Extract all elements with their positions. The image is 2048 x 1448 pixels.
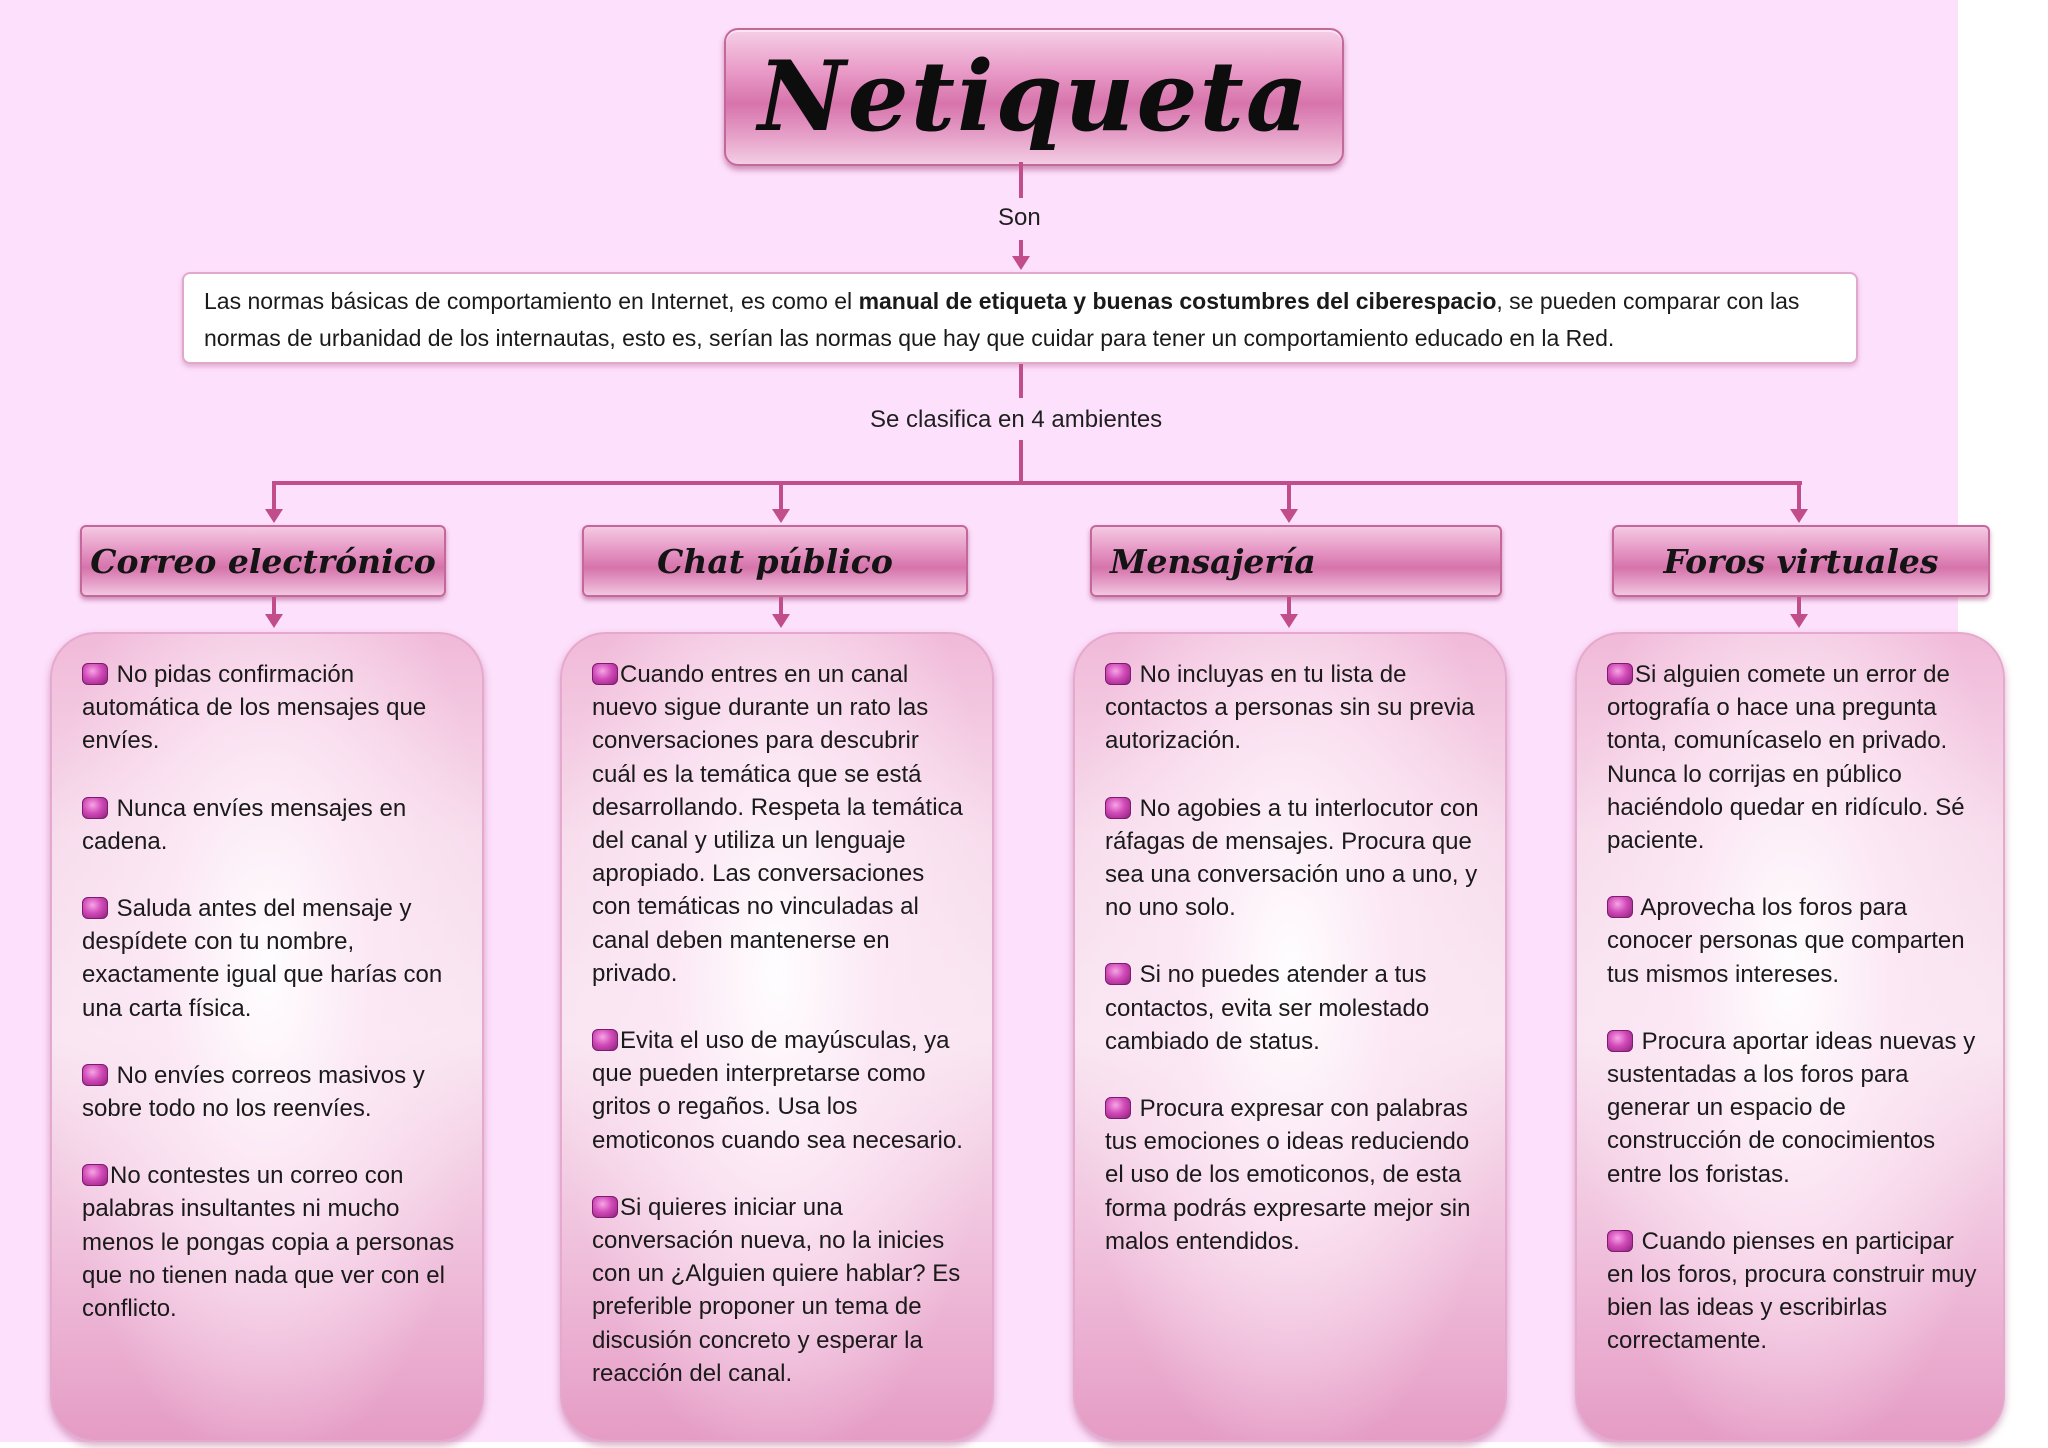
tip-item (1607, 891, 1979, 991)
pink-gem-icon (82, 1164, 108, 1186)
tip-text: No incluyas en tu lista de contactos a personas sin su previa autorización. (1105, 661, 1475, 755)
pink-gem-icon (82, 1064, 108, 1086)
pink-gem-icon (82, 663, 108, 685)
category-header-chat (582, 525, 968, 597)
tip-text: Procura aportar ideas nuevas y sustentadas a los foros para generar un espacio de construcción de conocimientos entre los foristas. (1607, 1027, 1976, 1188)
tips-card-foros (1575, 632, 2005, 1442)
pink-gem-icon (1607, 1230, 1633, 1252)
definition-text-bold: manual de etiqueta y buenas costumbres del ciberespacio (858, 288, 1497, 314)
connector-drop-4 (1797, 481, 1801, 511)
arrow-to-card-2 (772, 614, 790, 628)
tip-item (1607, 658, 1979, 857)
tip-text: Procura expresar con palabras tus emociones o ideas reduciendo el uso de los emoticonos, de esta forma podrás expresarte mejor sin malos entendidos. (1105, 1095, 1471, 1255)
definition-text-start: Las normas básicas de comportamiento en Internet, es como el (204, 288, 859, 314)
tip-item (592, 658, 968, 990)
tip-item (82, 792, 458, 858)
connector-card-4 (1797, 597, 1801, 615)
connector-card-2 (779, 597, 783, 615)
category-title: Correo electrónico (90, 541, 436, 581)
tips-card-correo (50, 632, 484, 1442)
tip-text: Aprovecha los foros para conocer personas que comparten tus mismos intereses. (1607, 894, 1965, 988)
title-text: Netiqueta (757, 40, 1311, 153)
pink-gem-icon (1105, 1097, 1131, 1119)
pink-gem-icon (1607, 663, 1633, 685)
pink-gem-icon (592, 663, 618, 685)
tips-card-chat (560, 632, 994, 1442)
tip-text: Si no puedes atender a tus contactos, evita ser molestado cambiado de status. (1105, 961, 1430, 1055)
connector-drop-3 (1287, 481, 1291, 511)
definition-box (182, 272, 1858, 364)
pink-gem-icon (1105, 963, 1131, 985)
tip-item (1607, 1025, 1979, 1191)
arrow-to-card-3 (1280, 614, 1298, 628)
tip-text: Evita el uso de mayúsculas, ya que pueden interpretarse como gritos o regaños. Usa los emoticonos cuando sea necesario. (592, 1027, 963, 1154)
tip-text: Nunca envíes mensajes en cadena. (82, 794, 407, 855)
tip-item (1105, 958, 1481, 1058)
pink-gem-icon (1607, 896, 1633, 918)
tip-text: No envíes correos masivos y sobre todo no los reenvíes. (82, 1061, 425, 1123)
arrow-to-category-3 (1280, 509, 1298, 523)
connector-drop-1 (272, 481, 276, 511)
tip-item (82, 892, 458, 1025)
connector-card-3 (1287, 597, 1291, 615)
tip-item (1105, 658, 1481, 758)
link-label-classify: Se clasifica en 4 ambientes (864, 406, 1168, 434)
tip-item (592, 1024, 968, 1157)
tip-text: No agobies a tu interlocutor con ráfagas de mensajes. Procura que sea una conversación uno a uno, y no uno solo. (1105, 794, 1479, 922)
tip-text: Cuando pienses en participar en los foros, procura construir muy bien las ideas y escribirlas correctamente. (1607, 1227, 1977, 1355)
title-box (724, 28, 1344, 166)
pink-gem-icon (1105, 797, 1131, 819)
tip-item (82, 1059, 458, 1125)
tip-text: No contestes un correo con palabras insultantes ni mucho menos le pongas copia a personas que no tienen nada que ver con el conflicto. (82, 1162, 455, 1323)
tip-text: Si alguien comete un error de ortografía o hace una pregunta tonta, comunícaselo en privado. Nunca lo corrijas en público haciéndolo quedar en ridículo. Sé paciente. (1607, 661, 1965, 855)
pink-gem-icon (592, 1196, 618, 1218)
category-title: Chat público (657, 541, 893, 581)
connector-definition-down (1019, 364, 1023, 398)
arrow-to-card-4 (1790, 614, 1808, 628)
connector-title-down (1019, 162, 1023, 198)
category-title: Mensajería (1110, 541, 1316, 581)
connector-card-1 (272, 597, 276, 615)
pink-gem-icon (82, 797, 108, 819)
arrow-to-definition (1012, 256, 1030, 270)
pink-gem-icon (592, 1029, 618, 1051)
tip-item (82, 658, 458, 758)
tip-text: No pidas confirmación automática de los mensajes que envíes. (82, 661, 427, 755)
category-header-mensajeria (1090, 525, 1502, 597)
arrow-to-card-1 (265, 614, 283, 628)
pink-gem-icon (1607, 1030, 1633, 1052)
pink-gem-icon (82, 897, 108, 919)
tip-item (1105, 1092, 1481, 1258)
tip-text: Saluda antes del mensaje y despídete con tu nombre, exactamente igual que harías con una carta física. (82, 895, 443, 1022)
tip-item (82, 1159, 458, 1325)
tip-item (592, 1191, 968, 1390)
arrow-to-category-4 (1790, 509, 1808, 523)
arrow-to-category-1 (265, 509, 283, 523)
tip-item (1607, 1225, 1979, 1358)
connector-drop-2 (779, 481, 783, 511)
arrow-to-category-2 (772, 509, 790, 523)
pink-gem-icon (1105, 663, 1131, 685)
link-label-son: Son (992, 204, 1047, 232)
category-header-correo (80, 525, 446, 597)
connector-classify-down (1019, 440, 1023, 484)
tip-text: Cuando entres en un canal nuevo sigue durante un rato las conversaciones para descubrir cuál es la temática que se está desarrollando. Respeta la temática del canal y utiliza un lenguaje apropiado. Las conversaciones con temáticas no vinculadas al canal deben mantenerse en privado. (592, 661, 963, 987)
tip-text: Si quieres iniciar una conversación nueva, no la inicies con un ¿Alguien quiere hablar? Es preferible proponer un tema de discusión concreto y esperar la reacción del canal. (592, 1193, 961, 1387)
tip-item (1105, 792, 1481, 925)
category-title: Foros virtuales (1663, 541, 1939, 581)
definition-text-end: , se pueden comparar con las normas de urbanidad de los internautas, esto es, serían las normas que hay que cuidar para tener un comportamiento educado en la Red. (204, 288, 1800, 351)
category-header-foros (1612, 525, 1990, 597)
connector-horizontal (272, 481, 1802, 485)
tips-card-mensajeria (1073, 632, 1507, 1442)
